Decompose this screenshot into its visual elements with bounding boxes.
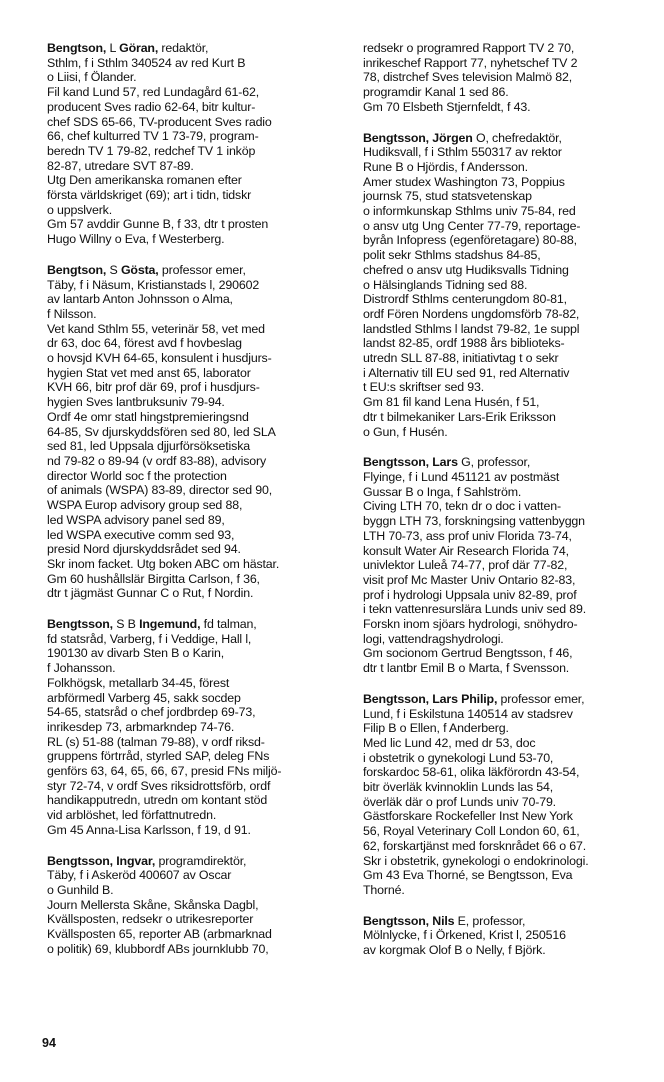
entry-text-line: Gm 43 Eva Thorné, se Bengtsson, Eva [363, 868, 573, 883]
entry-text-line: gruppens förtrråd, styrled SAP, deleg FNs [47, 749, 270, 764]
directory-entry [363, 914, 663, 958]
entry-text-line: WSPA Europ advisory group sed 88, [47, 498, 243, 513]
entry-text-line: Med lic Lund 42, med dr 53, doc [363, 735, 536, 750]
entry-title: O, chefredaktör, [472, 130, 562, 145]
entry-text-line: o ansv utg Ung Center 77-79, reportage- [363, 218, 581, 233]
entry-surname: Bengtsson, [363, 455, 429, 470]
entry-given-name: Ingvar, [116, 853, 156, 868]
entry-heading [47, 41, 347, 56]
entry-text-line: dtr t lantbr Emil B o Marta, f Svensson. [363, 661, 570, 676]
entry-text-line: director World soc f the protection [47, 468, 227, 483]
entry-initials: S [106, 262, 121, 277]
entry-text-line: arbförmedl Varberg 45, sakk socdep [47, 690, 241, 705]
entry-text-line: Kvällsposten 65, reporter AB (arbmarknad [47, 927, 272, 942]
entry-initials: S B [112, 617, 140, 632]
entry-text-line: presid Nord djurskyddsrådet sed 94. [47, 542, 241, 557]
page-number: 94 [42, 1036, 56, 1050]
entry-text-line: utredn SLL 87-88, initiativtag t o sekr [363, 351, 559, 366]
entry-surname: Bengtson, [47, 262, 107, 277]
entry-text-line: i Alternativ till EU sed 91, red Alternativ [363, 365, 570, 380]
entry-text-line: beredn TV 1 79-82, redchef TV 1 inköp [47, 143, 256, 158]
entry-text-line: KVH 66, bitr prof där 69, prof i husdjurs- [47, 380, 260, 395]
entry-text-line: av korgmak Olof B o Nelly, f Björk. [363, 943, 546, 958]
entry-text-line: dtr t bilmekaniker Lars-Erik Eriksson [363, 409, 556, 424]
entry-text-line: Amer studex Washington 73, Poppius [363, 174, 565, 189]
entry-heading [47, 617, 347, 632]
entry-surname: Bengtsson, [47, 617, 113, 632]
entry-text-line: o Liisi, f Ölander. [47, 70, 137, 85]
entry-text-line: Gästforskare Rockefeller Inst New York [363, 809, 573, 824]
entry-text-line: Lund, f i Eskilstuna 140514 av stadsrev [363, 706, 573, 721]
entry-heading [47, 854, 347, 869]
entry-heading [363, 914, 663, 929]
entry-given-name: Jörgen [432, 130, 473, 145]
entry-text-line: vid arblöshet, led författnutredn. [47, 808, 217, 823]
entry-text-line: Journ Mellersta Skåne, Skånska Dagbl, [47, 897, 259, 912]
directory-entry [363, 692, 663, 898]
entry-text-line: Täby, f i Näsum, Kristianstads l, 290602 [47, 277, 260, 292]
entry-text-line: landst 82-85, ordf 1988 års biblioteks- [363, 336, 565, 351]
entry-text-line: dr 63, doc 64, förest avd f hovbeslag [47, 336, 242, 351]
entry-text-line: LTH 70-73, ass prof univ Florida 73-74, [363, 528, 572, 543]
entry-text-line: av lantarb Anton Johnsson o Alma, [47, 292, 233, 307]
entry-text-line: 82-87, utredare SVT 87-89. [47, 158, 194, 173]
entry-title: programdirektör, [155, 853, 247, 868]
entry-text-line: o politik) 69, klubbordf ABs journklubb 70, [47, 941, 269, 956]
entry-text-line: Skr inom facket. Utg boken ABC om hästar. [47, 556, 280, 571]
entry-text-line: Täby, f i Askeröd 400607 av Oscar [47, 868, 232, 883]
entry-text-line: univlektor Luleå 74-77, prof där 77-82, [363, 558, 568, 573]
entry-text-line: o informkunskap Sthlms univ 75-84, red [363, 204, 576, 219]
entry-text-line: nd 79-82 o 89-94 (v ordf 83-88), advisory [47, 453, 267, 468]
directory-entry [47, 263, 347, 601]
entry-text-line: 190130 av divarb Sten B o Karin, [47, 646, 225, 661]
entry-text-line: redsekr o programred Rapport TV 2 70, [363, 41, 575, 55]
entry-text-line: 62, forskartjänst med forsknrådet 66 o 67. [363, 838, 587, 853]
entry-surname: Bengtsson, [363, 691, 429, 706]
entry-given-name: Nils [432, 913, 455, 928]
entry-text-line: Vet kand Sthlm 55, veterinär 58, vet med [47, 321, 265, 336]
entry-text-line: Distrordf Sthlms centerungdom 80-81, [363, 292, 567, 307]
entry-text-line: Fil kand Lund 57, red Lundagård 61-62, [47, 85, 259, 100]
entry-text-line: Ordf 4e omr statl hingstpremieringsnd [47, 409, 249, 424]
entry-text-line: of animals (WSPA) 83-89, director sed 90, [47, 483, 273, 498]
entry-text-line: o uppslverk. [47, 202, 113, 217]
entry-given-name: Göran, [119, 41, 159, 55]
entry-text-line: Gussar B o Inga, f Sahlström. [363, 484, 522, 499]
entry-initials: L [106, 41, 120, 55]
entry-text-line: Mölnlycke, f i Örkened, Krist l, 250516 [363, 928, 566, 943]
entry-text-line: f Nilsson. [47, 306, 97, 321]
entry-text-line: konsult Water Air Research Florida 74, [363, 543, 569, 558]
entry-text-line: dtr t jägmäst Gunnar C o Rut, f Nordin. [47, 586, 254, 601]
directory-entry [47, 854, 347, 957]
entry-text-line: Gm socionom Gertrud Bengtsson, f 46, [363, 646, 573, 661]
entry-title: fd talman, [200, 617, 257, 632]
entry-text-line: Skr i obstetrik, gynekologi o endokrinologi. [363, 853, 589, 868]
entry-title: redaktör, [158, 41, 209, 55]
entry-text-line: landstled Sthlms l landst 79-82, 1e suppl [363, 321, 580, 336]
entry-text-line: o Gunhild B. [47, 882, 114, 897]
entry-text-line: forskardoc 58-61, olika läkförordn 43-54, [363, 765, 580, 780]
entry-text-line: inrikesdep 73, arbmarkndep 74-76. [47, 719, 235, 734]
entry-text-line: chef SDS 65-66, TV-producent Sves radio [47, 114, 272, 129]
entry-text-line: 64-85, Sv djurskyddsfören sed 80, led SLA [47, 424, 276, 439]
entry-text-line: i obstetrik o gynekologi Lund 53-70, [363, 750, 554, 765]
entry-text-line: Civing LTH 70, tekn dr o doc i vatten- [363, 499, 561, 514]
entry-text-line: bitr överläk kvinnoklin Lunds las 54, [363, 780, 554, 795]
entry-text-line: i tekn vattenresurslära Lunds univ sed 89. [363, 602, 587, 617]
entry-title: E, professor, [454, 913, 526, 928]
entry-text-line: hygien Sves lantbruksuniv 79-94. [47, 395, 225, 410]
entry-heading [47, 263, 347, 278]
entry-text-line: Hugo Willny o Eva, f Westerberg. [47, 232, 225, 247]
entry-text-line: led WSPA advisory panel sed 89, [47, 512, 225, 527]
entry-heading [363, 692, 663, 707]
entry-text-line: genförs 63, 64, 65, 66, 67, presid FNs miljö- [47, 764, 282, 779]
entry-text-line: Forskn inom sjöars hydrologi, snöhydro- [363, 617, 578, 632]
entry-text-line: Gm 60 hushållslär Birgitta Carlson, f 36, [47, 571, 260, 586]
entry-text-line: inrikeschef Rapport 77, nyhetschef TV 2 [363, 55, 578, 70]
entry-text-line: fd statsråd, Varberg, f i Veddige, Hall l, [47, 631, 252, 646]
entry-text-line: överläk där o prof Lunds univ 70-79. [363, 794, 556, 809]
directory-entry [363, 455, 663, 676]
entry-text-line: hygien Stat vet med anst 65, laborator [47, 365, 251, 380]
directory-entry [47, 41, 347, 247]
entry-text-line: 78, distrchef Sves television Malmö 82, [363, 70, 573, 85]
entry-text-line: Folkhögsk, metallarb 34-45, förest [47, 675, 230, 690]
entry-text-line: Utg Den amerikanska romanen efter [47, 173, 242, 188]
entry-text-line: RL (s) 51-88 (talman 79-88), v ordf riksd- [47, 734, 265, 749]
entry-text-line: 54-65, statsråd o chef jordbrdep 69-73, [47, 705, 256, 720]
entry-text-line: Gm 57 avddir Gunne B, f 33, dtr t prosten [47, 217, 269, 232]
entry-heading [363, 455, 663, 470]
left-column [47, 41, 347, 972]
entry-text-line: 56, Royal Veterinary Coll London 60, 61, [363, 824, 580, 839]
entry-text-line: Sthlm, f i Sthlm 340524 av red Kurt B [47, 55, 246, 70]
entry-text-line: Filip B o Ellen, f Anderberg. [363, 721, 509, 736]
entry-title: G, professor, [457, 455, 531, 470]
entry-text-line: Kvällsposten, redsekr o utrikesreporter [47, 912, 254, 927]
entry-given-name: Gösta, [120, 262, 159, 277]
entry-given-name: Lars Philip, [432, 691, 498, 706]
directory-entry [363, 131, 663, 440]
entry-text-line: led WSPA executive comm sed 93, [47, 527, 235, 542]
entry-text-line: Thorné. [363, 882, 405, 897]
entry-text-line: f Johansson. [47, 661, 116, 676]
entry-heading [363, 131, 663, 146]
right-column [363, 41, 663, 974]
entry-text-line: handikapputredn, utredn om kontant stöd [47, 793, 268, 808]
entry-given-name: Ingemund, [139, 617, 201, 632]
entry-surname: Bengtsson, [47, 853, 113, 868]
entry-text-line: producent Sves radio 62-64, bitr kultur- [47, 99, 256, 114]
entry-given-name: Lars [432, 455, 458, 470]
directory-entry [363, 41, 663, 115]
entry-text-line: o Gun, f Husén. [363, 424, 448, 439]
entry-text-line: Rune B o Hjördis, f Andersson. [363, 159, 528, 174]
entry-text-line: o hovsjd KVH 64-65, konsulent i husdjurs- [47, 351, 272, 366]
entry-surname: Bengtson, [47, 41, 107, 55]
entry-text-line: prof i hydrologi Uppsala univ 82-89, prof [363, 587, 577, 602]
entry-text-line: sed 81, led Uppsala djjurförsöksetiska [47, 439, 250, 454]
entry-text-line: programdir Kanal 1 sed 86. [363, 85, 509, 100]
entry-text-line: Flyinge, f i Lund 451121 av postmäst [363, 469, 560, 484]
entry-surname: Bengtsson, [363, 913, 429, 928]
entry-text-line: styr 72-74, v ordf Sves riksidrottsförb, ordf [47, 778, 271, 793]
entry-text-line: t EU:s skriftser sed 93. [363, 380, 485, 395]
entry-text-line: logi, vattendragshydrologi. [363, 631, 504, 646]
entry-text-line: 66, chef kulturred TV 1 73-79, program- [47, 129, 259, 144]
entry-surname: Bengtsson, [363, 130, 429, 145]
entry-text-line: chefred o ansv utg Hudiksvalls Tidning [363, 262, 569, 277]
entry-title: professor emer, [497, 691, 585, 706]
entry-text-line: Gm 81 fil kand Lena Husén, f 51, [363, 395, 540, 410]
entry-text-line: polit sekr Sthlms stadshus 84-85, [363, 248, 541, 263]
entry-text-line: ordf Fören Nordens ungdomsförb 78-82, [363, 306, 580, 321]
entry-text-line: byggn LTH 73, forskningsing vattenbyggn [363, 514, 585, 529]
entry-text-line: journsk 75, stud statsvetenskap [363, 189, 532, 204]
entry-text-line: Gm 70 Elsbeth Stjernfeldt, f 43. [363, 99, 531, 114]
entry-text-line: Gm 45 Anna-Lisa Karlsson, f 19, d 91. [47, 822, 251, 837]
entry-text-line: visit prof Mc Master Univ Ontario 82-83, [363, 572, 576, 587]
entry-text-line: byrån Infopress (egenföretagare) 80-88, [363, 233, 577, 248]
entry-text-line: första världskriget (69); art i tidn, tidskr [47, 188, 252, 203]
entry-title: professor emer, [158, 262, 246, 277]
entry-text-line: o Hälsinglands Tidning sed 88. [363, 277, 528, 292]
directory-entry [47, 617, 347, 838]
entry-text-line: Hudiksvall, f i Sthlm 550317 av rektor [363, 145, 562, 160]
